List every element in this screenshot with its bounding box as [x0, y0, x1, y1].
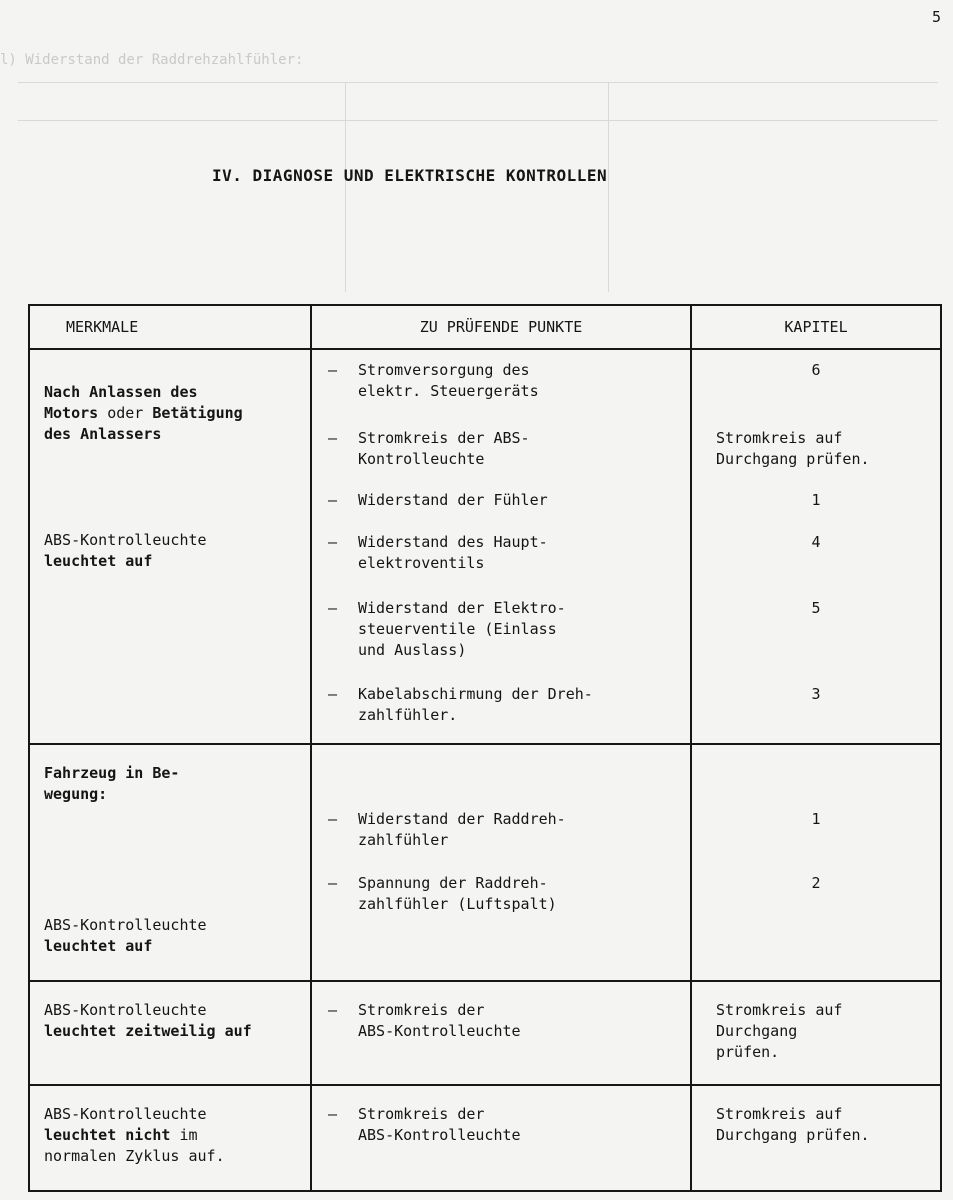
column-header-merkmale: MERKMALE: [29, 305, 311, 349]
check-point: – Stromkreis der ABS-Kontrolleuchte: [328, 1001, 521, 1040]
punkte-cell: [311, 349, 691, 744]
check-point: – Stromversorgung des elektr. Steuergeräts: [328, 361, 539, 400]
punkte-cell: [311, 1085, 691, 1191]
check-point: – Kabelabschirmung der Dreh- zahlfühler.: [328, 685, 593, 724]
merkmal-line: des Anlassers: [44, 425, 162, 443]
kapitel-cell: [691, 981, 941, 1085]
merkmal-line: Fahrzeug in Be-: [44, 764, 180, 782]
merkmale-cell: [29, 1085, 311, 1191]
kapitel-number: 2: [811, 874, 821, 892]
page-title: IV. DIAGNOSE UND ELEKTRISCHE KONTROLLEN: [212, 166, 608, 185]
table-row: [29, 1085, 941, 1191]
merkmal-line: wegung:: [44, 785, 108, 803]
column-header-zu-pruefende-punkte: ZU PRÜFENDE PUNKTE: [311, 305, 691, 349]
bleed-through-line: [18, 82, 938, 83]
kapitel-note: Stromkreis auf Durchgang prüfen.: [716, 1001, 843, 1061]
merkmal-line: normalen Zyklus auf.: [44, 1147, 225, 1165]
kapitel-cell: [691, 349, 941, 744]
merkmal-line: ABS-Kontrolleuchte: [44, 531, 207, 549]
kapitel-number: 3: [811, 685, 821, 703]
check-point: – Widerstand der Elektro- steuerventile (Einlass und Auslass): [328, 599, 566, 659]
check-point: – Spannung der Raddreh- zahlfühler (Luftspalt): [328, 874, 557, 913]
check-point: – Widerstand der Fühler: [328, 491, 548, 509]
merkmal-line: leuchtet auf: [44, 937, 153, 955]
table-row: [29, 349, 941, 744]
kapitel-number: 1: [811, 810, 821, 828]
kapitel-number: 1: [811, 491, 821, 509]
check-point: – Stromkreis der ABS-Kontrolleuchte: [328, 1105, 521, 1144]
table-row: [29, 981, 941, 1085]
merkmal-line: ABS-Kontrolleuchte: [44, 916, 207, 934]
merkmal-line: ABS-Kontrolleuchte: [44, 1001, 207, 1019]
kapitel-number: 4: [811, 533, 821, 551]
bleed-through-line: [18, 120, 938, 121]
merkmal-line: leuchtet zeitweilig auf: [44, 1022, 252, 1040]
merkmal-line: ABS-Kontrolleuchte: [44, 1105, 207, 1123]
page-number: 5: [931, 8, 941, 26]
kapitel-note: Stromkreis auf Durchgang prüfen.: [716, 429, 870, 468]
check-point: – Stromkreis der ABS- Kontrolleuchte: [328, 429, 530, 468]
merkmale-cell: [29, 349, 311, 744]
kapitel-cell: [691, 744, 941, 981]
kapitel-note: Stromkreis auf Durchgang prüfen.: [716, 1105, 870, 1144]
punkte-cell: [311, 981, 691, 1085]
diagnosis-table: [28, 304, 942, 1192]
bleed-through-text: l) Widerstand der Raddrehzahlfühler:: [0, 52, 304, 68]
merkmal-line: Motors oder Betätigung: [44, 404, 243, 422]
column-header-kapitel: KAPITEL: [691, 305, 941, 349]
kapitel-number: 5: [811, 599, 821, 617]
bleed-through-line: [608, 82, 609, 292]
punkte-cell: [311, 744, 691, 981]
merkmal-line: leuchtet auf: [44, 552, 153, 570]
table-header-row: [29, 305, 941, 349]
kapitel-cell: [691, 1085, 941, 1191]
check-point: – Widerstand der Raddreh- zahlfühler: [328, 810, 566, 849]
check-point: – Widerstand des Haupt- elektroventils: [328, 533, 548, 572]
merkmal-line: Nach Anlassen des: [44, 383, 198, 401]
bleed-through-line: [345, 82, 346, 292]
kapitel-number: 6: [811, 361, 821, 379]
table-row: [29, 744, 941, 981]
merkmale-cell: [29, 744, 311, 981]
merkmale-cell: [29, 981, 311, 1085]
merkmal-line: leuchtet nicht im: [44, 1126, 198, 1144]
